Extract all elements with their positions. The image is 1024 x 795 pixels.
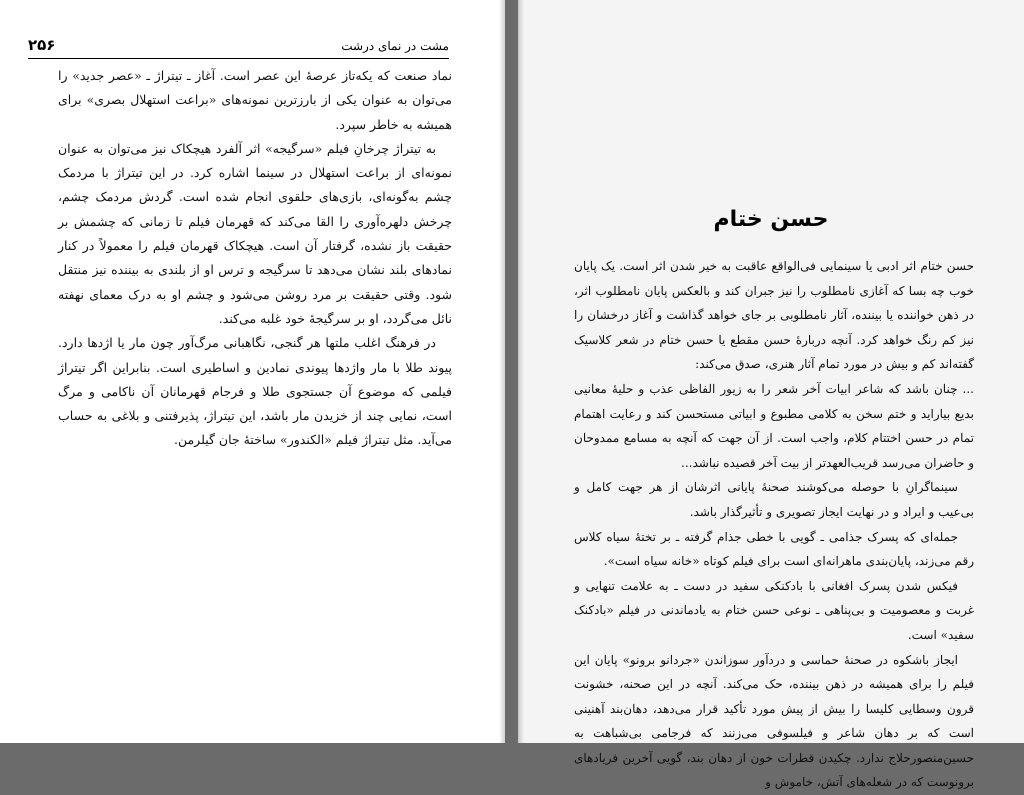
left-body-text [58, 64, 452, 453]
paragraph: در فرهنگ اغلب ملتها هر گنجی، نگاهبانی مرگ‌آور چون مار یا اژدها دارد. پیوند طلا با مار واژدها پیوندی نمادین و اساطیری است. بنابراین اگر تیتراژ فیلمی که موضوع آن جستجوی طلا و فرجام قهرمانان آن ناکامی و مرگ است، نمایی چند از خزیدن مار باشد، این تیتراژ، پذیرفتنی و بلاغی به حساب می‌آید. مثل تیتراژ فیلم «الکندور» ساختهٔ جان گیلرمن. [58, 331, 452, 452]
paragraph: ایجاز باشکوه در صحنهٔ حماسی و دردآور سوزاندن «جردانو برونو» پایان این فیلم را برای همیشه در ذهن بیننده، حک می‌کند. آنچه در این صحنه، خشونت قرون وسطایی کلیسا را بیش از پیش مورد تأکید قرار می‌دهد، دهان‌بند آهنینی است که بر دهان شاعر و فیلسوفی می‌زنند که فرجامی بی‌شباهت به حسین‌منصورحلاج ندارد. چکیدن قطرات خون از دهان بند، گویی آخرین فریادهای برونوست که در شعله‌های آتش، خاموش و [574, 648, 974, 795]
gutter-shadow [499, 0, 505, 743]
quotation: ... چنان باشد که شاعر ابیات آخر شعر را به زیور الفاظی عذب و حلیهٔ معانیی بدیع بیاراید و ختم سخن به کلامی مطبوع و ابیاتی مستحسن کند و رعایت اهتمام تمام در حسن اختتام کلام، واجب است. از آن جهت که آنچه به مسامع ممدوحان و حاضران می‌رسد قریب‌العهدتر از بیت آخر قصیده نباشد... [574, 377, 974, 475]
paragraph: فیکس شدن پسرک افغانی با بادکنکی سفید در دست ـ به علامت تنهایی و غربت و معصومیت و بی‌پناهی ـ نوعی حسن ختام به یادماندنی در فیلم «بادکنک سفید» است. [574, 574, 974, 648]
left-page [0, 0, 505, 743]
paragraph: جمله‌ای که پسرک جذامی ـ گویی با خطی جذام گرفته ـ بر تختهٔ سیاه کلاس رقم می‌زند، پایان‌بندی ماهرانه‌ای است برای فیلم کوتاه «خانه سیاه است». [574, 525, 974, 574]
right-body-text [574, 254, 974, 795]
page-header [28, 36, 449, 59]
right-page [518, 0, 1024, 743]
page-number: ۲۵۶ [28, 36, 55, 54]
gutter-shadow [518, 0, 524, 743]
paragraph: به تیتراژ چرخانِ فیلم «سرگیجه» اثر آلفرد هیچکاک نیز می‌توان به عنوان نمونه‌ای از براعت استهلال در سینما اشاره کرد. در این تیتراژ با مردمک چشم به‌گونه‌ای، بازی‌های حلقوی انجام شده است. گردش مردمک چشم، چرخش دلهره‌آوری را القا می‌کند که قهرمان فیلم تا زمانی که چشمش بر حقیقت باز نشده، گرفتار آن است. هیچکاک قهرمان فیلم را معمولاً در کنار نمادهای بلند نشان می‌دهد تا سرگیجه و ترس او از بلندی به بیننده نیز منتقل شود. وقتی حقیقت بر مرد روشن می‌شود و چشم او به درک معمای نهفته نائل می‌گردد، او بر سرگیجهٔ خود غلبه می‌کند. [58, 137, 452, 331]
paragraph: حسن ختام اثر ادبی یا سینمایی فی‌الواقع عاقبت به خیر شدن اثر است. یک پایان خوب چه بسا که آغازی نامطلوب را نیز جبران کند و بالعکس پایان نامطلوب اثر، در ذهن خواننده یا بیننده، آثار نامطلوبی بر جای خواهد گذاشت و آغاز درخشان را نیز کم رنگ خواهد کرد. آنچه دربارهٔ حسن مقطع یا حسن ختام در شعر کلاسیک گفته‌اند کم و بیش در مورد تمام آثار هنری، صدق می‌کند: [574, 254, 974, 377]
paragraph: نماد صنعت که یکه‌تاز عرصهٔ این عصر است. آغاز ـ تیتراژ ـ «عصر جدید» را می‌توان به عنوان یکی از بارزترین نمونه‌های «براعت استهلال بصری» برای همیشه به خاطر سپرد. [58, 64, 452, 137]
paragraph: سینماگرانِ با حوصله می‌کوشند صحنهٔ پایانی اثرشان از هر جهت کامل و بی‌عیب و ایراد و در نهایت ایجاز تصویری و تأثیرگذار باشد. [574, 475, 974, 524]
chapter-title: حسن ختام [518, 207, 1024, 232]
running-title: مشت در نمای درشت [341, 39, 449, 53]
